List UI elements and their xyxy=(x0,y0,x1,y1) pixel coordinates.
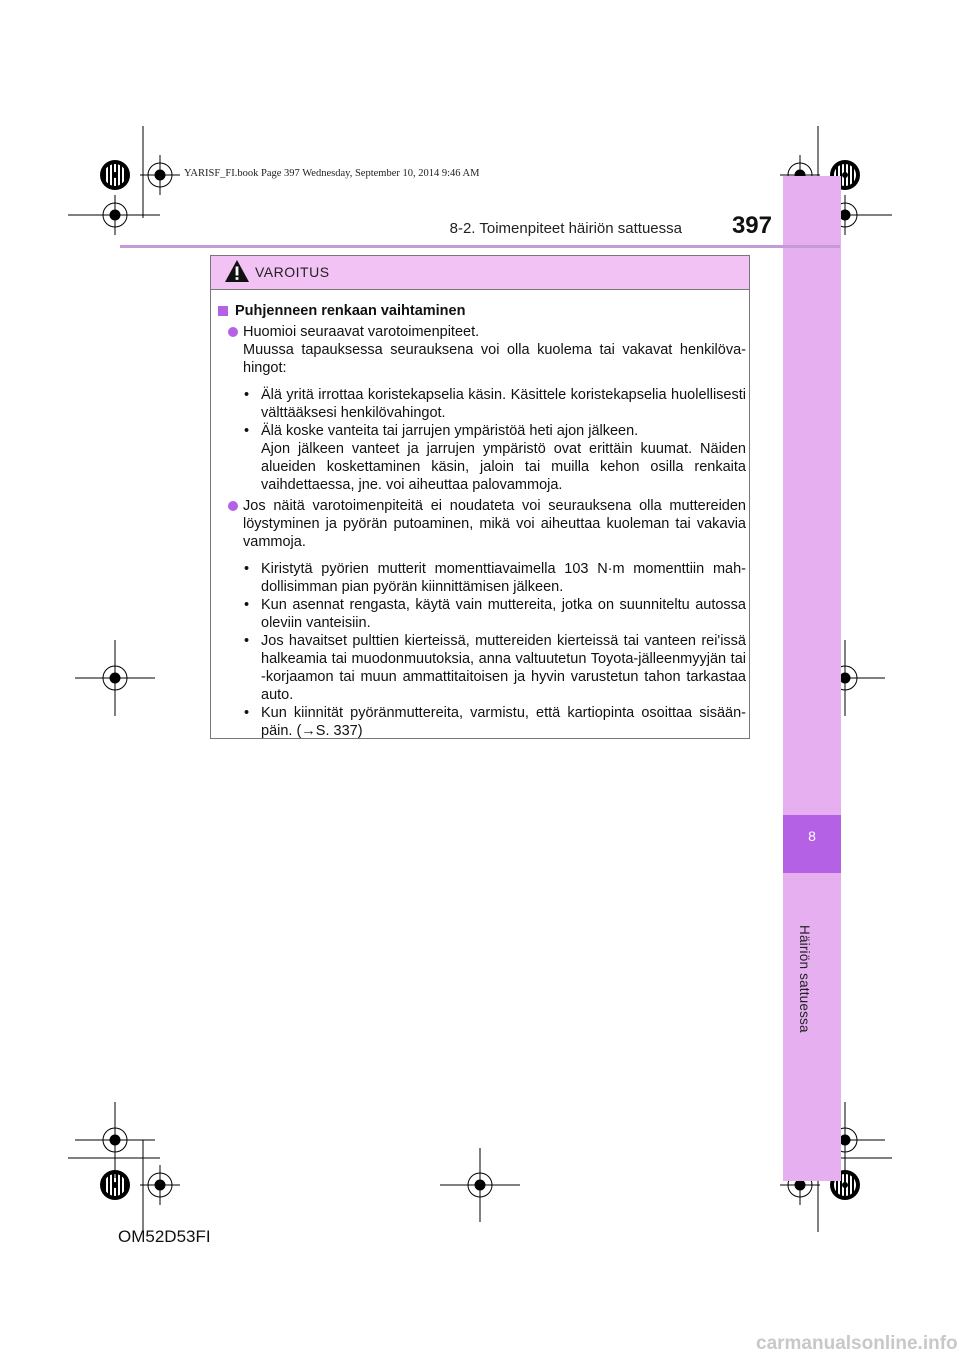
precaution-text: Jos näitä varotoimenpiteitä ei noudateta voi seurauksena olla muttereiden löystyminen ja pyörän putoaminen, mikä voi aiheuttaa kuoleman tai vakavia vammoja. xyxy=(243,498,746,550)
square-bullet-icon xyxy=(218,306,228,316)
chapter-side-strip xyxy=(783,176,841,1181)
warning-triangle-icon xyxy=(224,259,250,283)
warning-heading-text: Puhjenneen renkaan vaihtaminen xyxy=(235,303,466,319)
bullet-text: Jos havaitset pulttien kierteissä, muttereiden kierteissä tai vanteen rei'issä halkeamia tai muodonmuutoksia, anna valtuutetun Toyota-jälleenmyyjän tai -korjaamon tai muun ammattitaitoisen ja hyvin varustetun tahon tarkastaa auto. xyxy=(261,633,746,703)
bullet-item: • Älä yritä irrottaa koristekapselia käsin. Käsittele koristekapselia huolellisesti välttääksesi henkilövahingot. xyxy=(244,387,746,421)
bullet-text: Kiristytä pyörien mutterit momenttiavaimella 103 N·m momenttiin mahdollisimman pian pyörän kiinnittämisen jälkeen. xyxy=(261,561,746,595)
precaution-bullet-list xyxy=(218,560,746,740)
bullet-item: • Kun kiinnität pyöränmuttereita, varmistu, että kartiopinta osoittaa sisäänpäin. (→S. 337) xyxy=(244,705,746,739)
precaution-bullet-list xyxy=(218,386,746,494)
book-info-slug: YARISF_FI.book Page 397 Wednesday, September 10, 2014 9:46 AM xyxy=(184,168,480,179)
warning-body xyxy=(218,302,746,743)
precaution-item xyxy=(218,323,746,377)
circle-bullet-icon xyxy=(228,501,238,511)
bullet-text: Kun kiinnität pyöränmuttereita, varmistu, että kartiopinta osoittaa sisäänpäin. (→S. 337) xyxy=(261,705,746,739)
chapter-number: 8 xyxy=(808,828,816,844)
bullet-item: • Kiristytä pyörien mutterit momenttiavaimella 103 N·m momenttiin mahdollisimman pian pyörän kiinnittämisen jälkeen. xyxy=(244,561,746,595)
chapter-number-box xyxy=(783,815,841,873)
warning-header xyxy=(211,256,749,290)
header-rule xyxy=(120,245,840,248)
circle-bullet-icon xyxy=(228,327,238,337)
bullet-item: • Jos havaitset pulttien kierteissä, muttereiden kierteissä tai vanteen rei'issä halkeamia tai muodonmuutoksia, anna valtuutetun Toyota-jälleenmyyjän tai -korjaamon tai muun ammattitaitoisen ja hyvin varustetun tahon tarkastaa auto. xyxy=(244,633,746,703)
warning-label: VAROITUS xyxy=(255,264,330,280)
section-title: 8-2. Toimenpiteet häiriön sattuessa xyxy=(449,220,682,237)
document-code: OM52D53FI xyxy=(118,1227,211,1246)
bullet-text: Älä yritä irrottaa koristekapselia käsin. Käsittele koristekapselia huolellisesti välttääksesi henkilövahingot. xyxy=(261,387,746,421)
bullet-text: Kun asennat rengasta, käytä vain muttereita, jotka on suunniteltu autossa oleviin vanteisiin. xyxy=(261,597,746,631)
sunburst-mark-top-left xyxy=(100,160,130,190)
precaution-item xyxy=(218,497,746,551)
precaution-text: Huomioi seuraavat varotoimenpiteet. Muussa tapauksessa seurauksena voi olla kuolema tai vakavat henkilövahingot: xyxy=(243,324,746,376)
bullet-item: • Älä koske vanteita tai jarrujen ympäristöä heti ajon jälkeen. Ajon jälkeen vanteet ja jarrujen ympäristö ovat erittäin kuumat. Näiden alueiden koskettaminen käsin, jaloin tai muilla kehon osilla renkaita vaihdettaessa, jne. voi aiheuttaa palovammoja. xyxy=(244,423,746,493)
bullet-text: Älä koske vanteita tai jarrujen ympäristöä heti ajon jälkeen. Ajon jälkeen vanteet ja jarrujen ympäristö ovat erittäin kuumat. Näiden alueiden koskettaminen käsin, jaloin tai muilla kehon osilla renkaita vaihdettaessa, jne. voi aiheuttaa palovammoja. xyxy=(261,423,746,493)
page-number: 397 xyxy=(731,212,772,239)
chapter-side-title: Häiriön sattuessa xyxy=(797,925,812,1033)
warning-heading xyxy=(218,302,746,320)
warning-box xyxy=(210,255,750,739)
watermark: carmanualsonline.info xyxy=(756,1333,958,1354)
bullet-item: • Kun asennat rengasta, käytä vain muttereita, jotka on suunniteltu autossa oleviin vanteisiin. xyxy=(244,597,746,631)
